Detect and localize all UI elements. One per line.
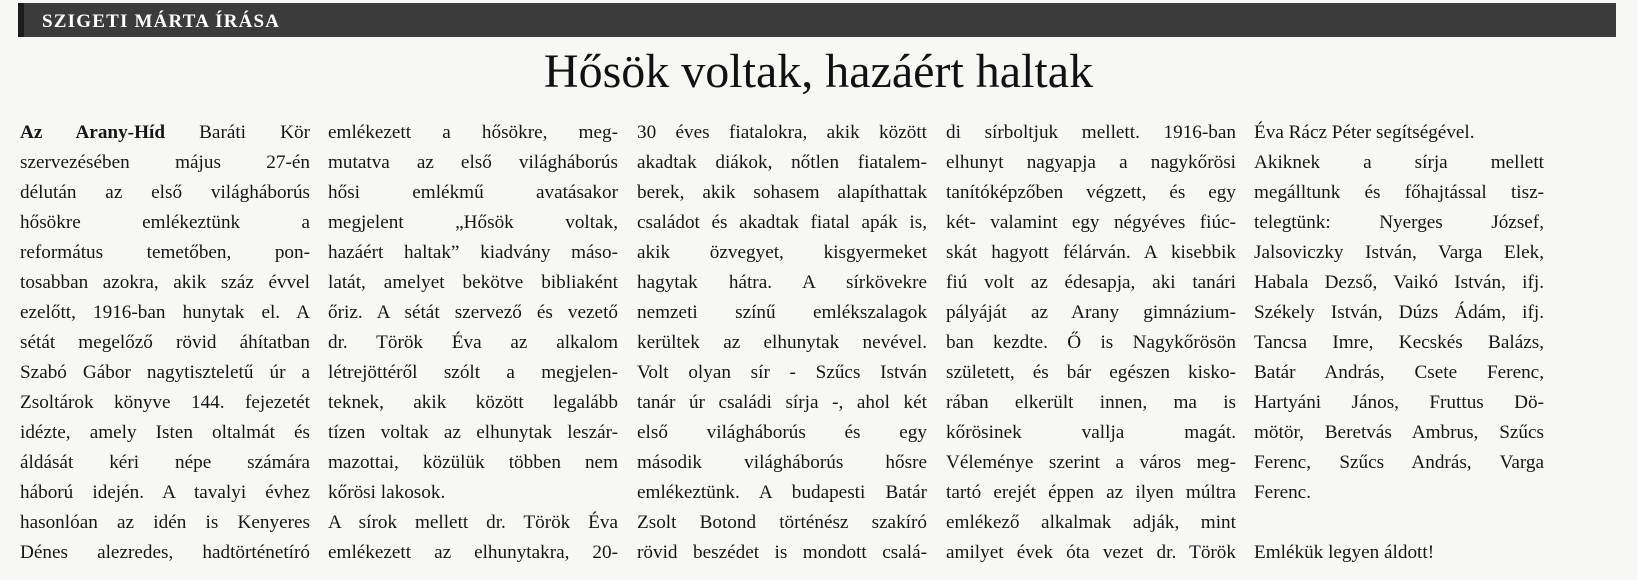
text-line: mazottai, közülük többen nem <box>328 452 618 473</box>
text-line: Ferenc, Szűcs András, Varga <box>1254 452 1544 473</box>
text-line: emlékezett a hősökre, meg- <box>328 122 618 143</box>
text-column-1 <box>20 118 310 568</box>
text-line: kőrösi lakosok. <box>328 482 446 503</box>
text-line: rában elkerült innen, ma is <box>946 392 1236 413</box>
text-line: latát, amelyet bekötve bibliaként <box>328 272 618 293</box>
text-line: kerültek az elhunytak nevével. <box>637 332 927 353</box>
text-line: hősi emlékmű avatásakor <box>328 182 618 203</box>
text-line: teknek, akik között legalább <box>328 392 618 413</box>
text-line <box>20 118 310 148</box>
text-line <box>1254 508 1544 538</box>
text-line: Tancsa Imre, Kecskés Balázs, <box>1254 332 1544 353</box>
text-line: családot és akadtak fiatal apák is, <box>637 212 927 233</box>
byline-label: SZIGETI MÁRTA ÍRÁSA <box>42 11 281 32</box>
text-line: Dénes alezredes, hadtörténetíró <box>20 542 310 563</box>
text-line: ban kezdte. Ő is Nagykőrösön <box>946 332 1236 353</box>
text-line: A sírok mellett dr. Török Éva <box>328 512 618 533</box>
text-line: skát hagyott félárván. A kisebbik <box>946 242 1236 263</box>
text-line: di sírboltjuk mellett. 1916-ban <box>946 122 1236 143</box>
text-line: született, és bár egészen kisko- <box>946 362 1236 383</box>
text-line: délután az első világháborús <box>20 182 310 203</box>
text-line: Zsolt Botond történész szakíró <box>637 512 927 533</box>
text-column-3 <box>637 118 927 568</box>
lead-bold-text: Az Arany-Híd <box>20 122 165 143</box>
text-line: dr. Török Éva az alkalom <box>328 332 618 353</box>
text-line: nemzeti színű emlékszalagok <box>637 302 927 323</box>
text-line: amilyet évek óta vezet dr. Török <box>946 542 1236 563</box>
text-line: mutatva az első világháborús <box>328 152 618 173</box>
text-line: két- valamint egy négyéves fiúc- <box>946 212 1236 233</box>
text-line: hagytak hátra. A sírkövekre <box>637 272 927 293</box>
text-line: tízen voltak az elhunytak leszár- <box>328 422 618 443</box>
text-column-2 <box>328 118 618 568</box>
text-line: tosabban azokra, akik száz évvel <box>20 272 310 293</box>
text-line: létrejöttéről szólt a megjelen- <box>328 362 618 383</box>
text-line: tanítóképzőben végzett, és egy <box>946 182 1236 203</box>
text-line: berek, akik sohasem alapíthattak <box>637 182 927 203</box>
text-line: Székely István, Dúzs Ádám, ifj. <box>1254 302 1544 323</box>
text-line: Jalsoviczky István, Varga Elek, <box>1254 242 1544 263</box>
text-line: Éva Rácz Péter segítségével. <box>1254 122 1475 143</box>
text-line: első világháborús és egy <box>637 422 927 443</box>
text-line: Szabó Gábor nagytiszteletű úr a <box>20 362 310 383</box>
text-line: Emlékük legyen áldott! <box>1254 542 1435 563</box>
text-line: Hartyáni János, Fruttus Dö- <box>1254 392 1544 413</box>
text-line: Batár András, Csete Ferenc, <box>1254 362 1544 383</box>
text-line: sétát megelőző rövid áhítatban <box>20 332 310 353</box>
text-line: áldását kéri népe számára <box>20 452 310 473</box>
text-line: mötör, Beretvás Ambrus, Szűcs <box>1254 422 1544 443</box>
text-line: Zsoltárok könyve 144. fejezetét <box>20 392 310 413</box>
text-line: emlékező alkalmak adják, mint <box>946 512 1236 533</box>
lead-rest-text: Baráti Kör <box>165 122 310 143</box>
text-line: emlékeztünk. A budapesti Batár <box>637 482 927 503</box>
byline-bar-accent <box>18 3 24 37</box>
text-line: református temetőben, pon- <box>20 242 310 263</box>
text-line: pályáját az Arany gimnázium- <box>946 302 1236 323</box>
text-line: telegtünk: Nyerges József, <box>1254 212 1544 233</box>
text-line: második világháborús hősre <box>637 452 927 473</box>
text-line: megjelent „Hősök voltak, <box>328 212 618 233</box>
text-line: hősökre emlékeztünk a <box>20 212 310 233</box>
text-column-5 <box>1254 118 1544 568</box>
text-line: idézte, amely Isten oltalmát és <box>20 422 310 443</box>
text-line: akik özvegyet, kisgyermeket <box>637 242 927 263</box>
text-line: őriz. A sétát szervező és vezető <box>328 302 618 323</box>
text-line: 30 éves fiatalokra, akik között <box>637 122 927 143</box>
text-line: Ferenc. <box>1254 482 1312 503</box>
text-line: emlékezett az elhunytakra, 20- <box>328 542 618 563</box>
text-line: Volt olyan sír - Szűcs István <box>637 362 927 383</box>
text-line: hasonlóan az idén is Kenyeres <box>20 512 310 533</box>
text-line: rövid beszédet is mondott csalá- <box>637 542 927 563</box>
text-line: ezelőtt, 1916-ban hunytak el. A <box>20 302 310 323</box>
text-line: fiú volt az édesapja, aki tanári <box>946 272 1236 293</box>
text-line: kőrösinek vallja magát. <box>946 422 1236 443</box>
article-title: Hősök voltak, hazáért haltak <box>543 45 1094 98</box>
text-line: tanár úr családi sírja -, ahol két <box>637 392 927 413</box>
text-line: szervezésében május 27-én <box>20 152 310 173</box>
text-line: háború idején. A tavalyi évhez <box>20 482 310 503</box>
text-line: hazáért haltak” kiadvány máso- <box>328 242 618 263</box>
byline-bar <box>18 3 1616 37</box>
text-line: Habala Dezső, Vaikó István, ifj. <box>1254 272 1544 293</box>
text-line: Véleménye szerint a város meg- <box>946 452 1236 473</box>
text-line: akadtak diákok, nőtlen fiatalem- <box>637 152 927 173</box>
text-line: Akiknek a sírja mellett <box>1254 152 1544 173</box>
text-line: elhunyt nagyapja a nagykőrösi <box>946 152 1236 173</box>
text-line: megálltunk és főhajtással tisz- <box>1254 182 1544 203</box>
text-line: tartó erejét éppen az ilyen múltra <box>946 482 1236 503</box>
text-column-4 <box>946 118 1236 568</box>
